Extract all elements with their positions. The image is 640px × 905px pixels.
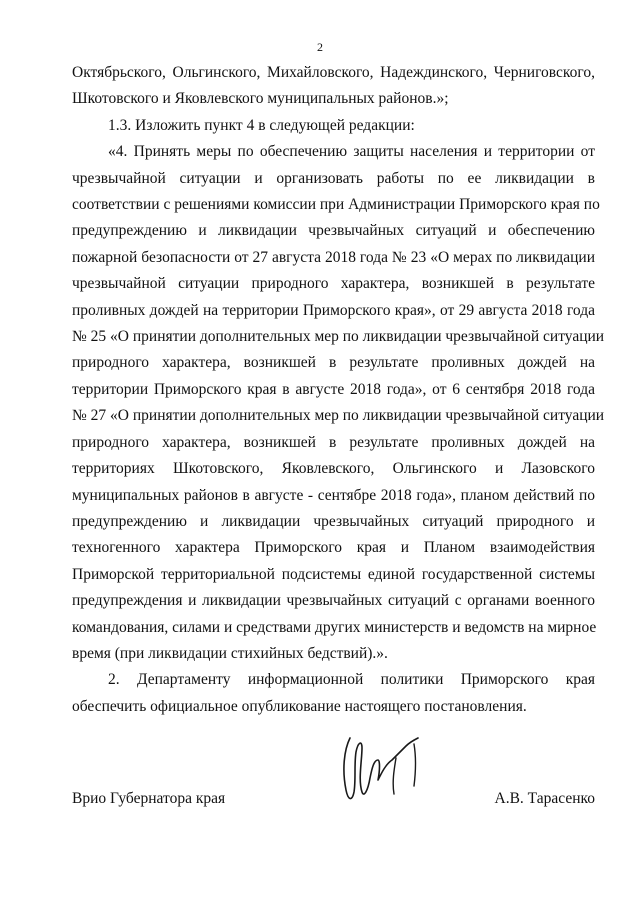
handwritten-signature (336, 730, 436, 810)
text-line: 1.3. Изложить пункт 4 в следующей редакции: (108, 116, 415, 134)
text-line: «4. Принять меры по обеспечению защиты населения и территории от (108, 143, 595, 161)
signer-title: Врио Губернатора края (72, 790, 226, 807)
signer-name: А.В. Тарасенко (494, 790, 595, 807)
text-line: обеспечить официальное опубликование настоящего постановления. (72, 697, 527, 715)
text-line: командования, силами и средствами других министерств и ведомств на мирное (72, 618, 597, 636)
page-number: 2 (317, 40, 323, 54)
text-line: предупреждению и ликвидации чрезвычайных ситуаций и обеспечению (72, 222, 595, 240)
document-body (72, 60, 605, 720)
text-line: чрезвычайной ситуации природного характера, возникшей в результате (72, 275, 595, 293)
text-line: предупреждению и ликвидации чрезвычайных ситуаций природного и (72, 512, 595, 530)
text-line: пожарной безопасности от 27 августа 2018 года № 23 «О мерах по ликвидации (72, 248, 595, 266)
text-line: предупреждения и ликвидации чрезвычайных ситуаций с органами военного (72, 592, 595, 610)
text-line: Приморской территориальной подсистемы единой государственной системы (72, 565, 595, 583)
text-line: Октябрьского, Ольгинского, Михайловского, Надеждинского, Черниговского, (72, 64, 595, 81)
text-line: Шкотовского и Яковлевского муниципальных районов.»; (72, 90, 449, 108)
text-line: муниципальных районов в августе - сентябре 2018 года», планом действий по (72, 486, 595, 504)
text-line: техногенного характера Приморского края и Планом взаимодействия (72, 539, 595, 557)
text-line: 2. Департаменту информационной политики Приморского края (108, 671, 595, 689)
text-line: проливных дождей на территории Приморского края», от 29 августа 2018 года (72, 301, 595, 319)
text-line: время (при ликвидации стихийных бедствий).». (72, 644, 388, 662)
text-line: соответствии с решениями комиссии при Администрации Приморского края по (72, 196, 600, 214)
text-line: № 27 «О принятии дополнительных мер по ликвидации чрезвычайной ситуации (72, 407, 605, 425)
text-line: природного характера, возникшей в результате проливных дождей на (72, 433, 595, 451)
text-line: № 25 «О принятии дополнительных мер по ликвидации чрезвычайной ситуации (72, 328, 605, 346)
text-line: территории Приморского края в августе 2018 года», от 6 сентября 2018 года (72, 380, 595, 398)
text-line: природного характера, возникшей в результате проливных дождей на (72, 354, 595, 372)
text-line: чрезвычайной ситуации и организовать работы по ее ликвидации в (72, 169, 595, 187)
text-line: территориях Шкотовского, Яковлевского, Ольгинского и Лазовского (72, 460, 595, 478)
